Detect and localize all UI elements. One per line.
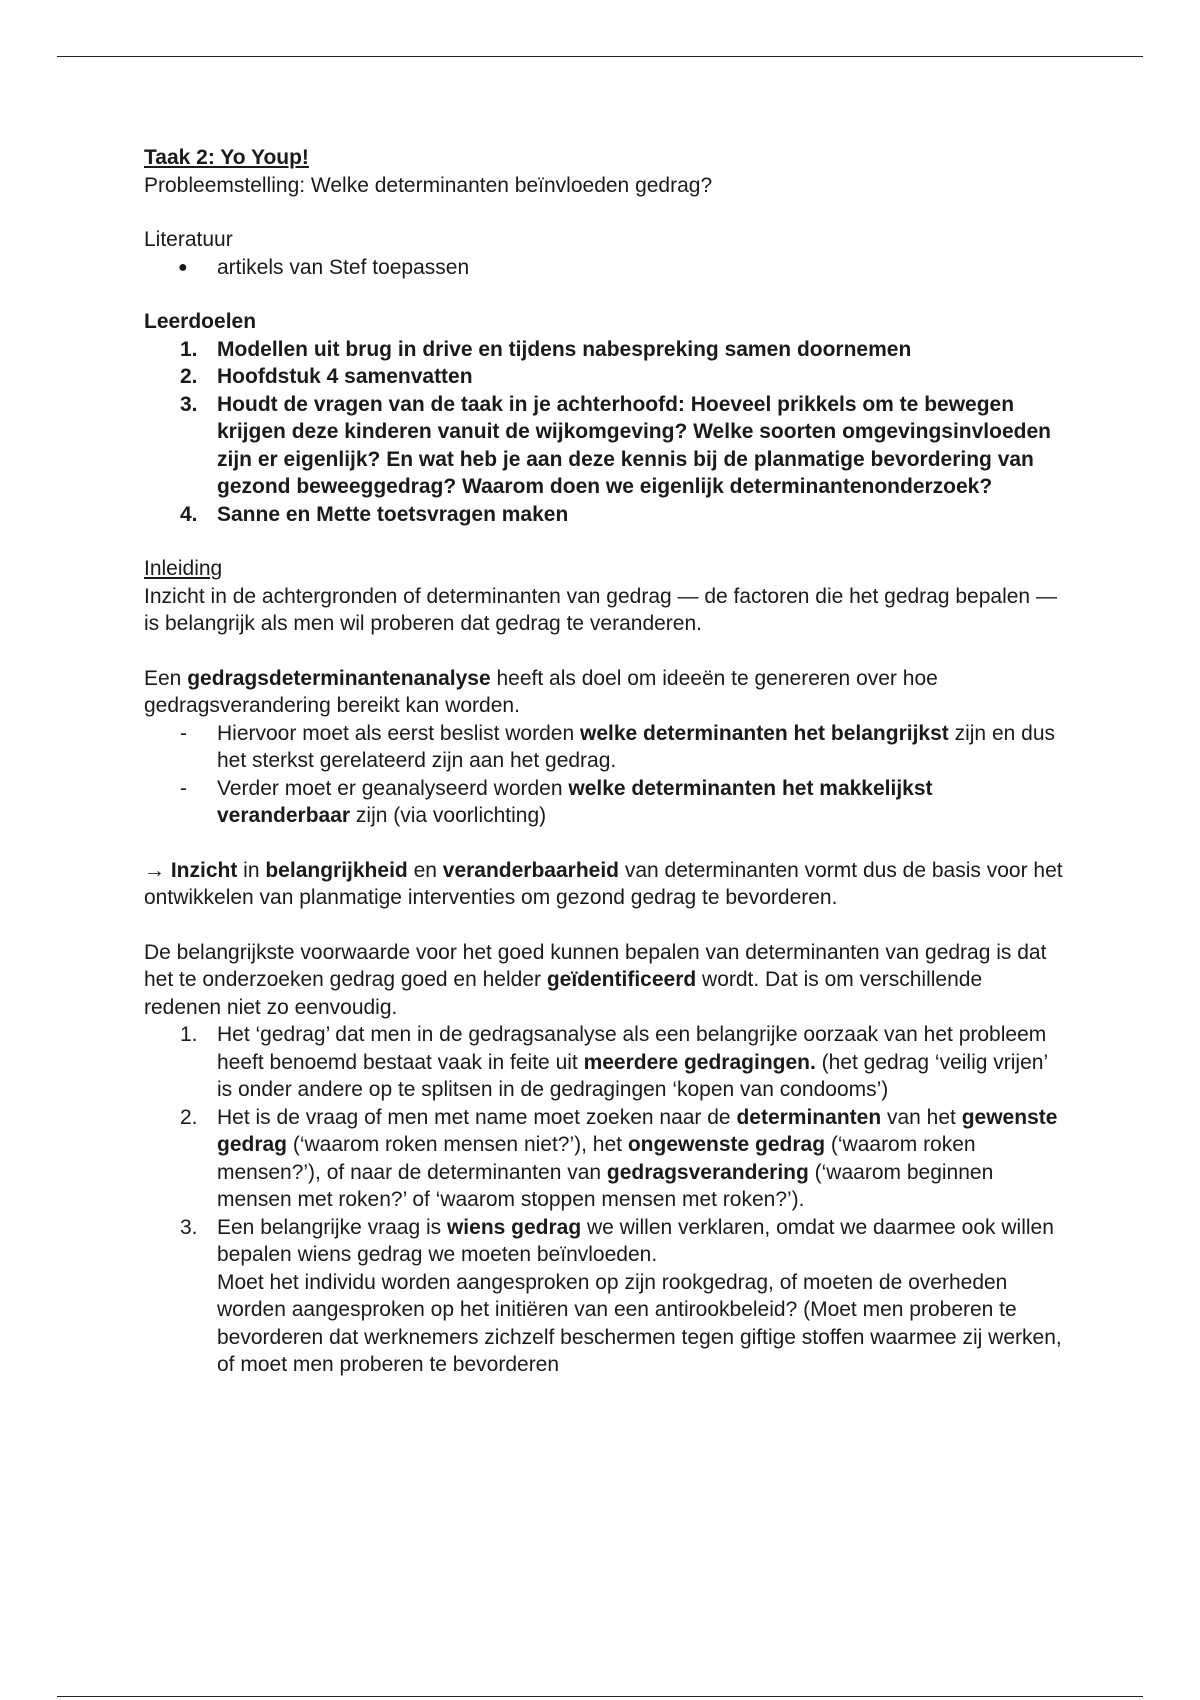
list-item: - Hiervoor moet als eerst beslist worden welke determinanten het belangrijkst zijn en dus het sterkst gerelateerd zijn aan het gedrag. [180,721,1055,772]
list-item: 4. Sanne en Mette toetsvragen maken [180,502,569,526]
reasons-list [144,1021,1064,1379]
document-page [144,144,1064,1379]
paragraph: De belangrijkste voorwaarde voor het goed kunnen bepalen van determinanten van gedrag is dat het te onderzoeken gedrag goed en helder geïdentificeerd wordt. Dat is om verschillende redenen niet zo eenvoudig. [144,940,1047,1019]
paragraph: Een gedragsdeterminantenanalyse heeft als doel om ideeën te genereren over hoe gedragsverandering bereikt kan worden. [144,666,938,717]
list-item: 1. Het ‘gedrag’ dat men in de gedragsanalyse als een belangrijke oorzaak van het probleem heeft benoemd bestaat vaak in feite uit meerdere gedragingen. (het gedrag ‘veilig vrijen’ is onder andere op te splitsen in de gedragingen ‘kopen van condooms’) [180,1023,1048,1101]
document-title: Taak 2: Yo Youp! [144,146,309,169]
list-item: 3. Een belangrijke vraag is wiens gedrag we willen verklaren, omdat we daarmee ook willen bepalen wiens gedrag we moeten beïnvloeden. Moet het individu worden aangesproken op zijn rookgedrag, of moeten de overheden worden aangesproken op het initiëren van een antirookbeleid? (Moet men proberen te bevorderen dat werknemers zichzelf beschermen tegen giftige stoffen waarmee zij werken, of moet men proberen te bevorderen [180,1215,1062,1376]
literatuur-heading: Literatuur [144,228,233,251]
list-item: - Verder moet er geanalyseerd worden welke determinanten het makkelijkst veranderbaar zijn (via voorlichting) [180,776,933,827]
list-item: 3. Houdt de vragen van de taak in je achterhoofd: Hoeveel prikkels om te bewegen krijgen deze kinderen vanuit de wijkomgeving? Welke soorten omgevingsinvloeden zijn er eigenlijk? En wat heb je aan deze kennis bij de planmatige bevordering van gezond beweeggedrag? Waarom doen we eigenlijk determinantenonderzoek? [180,392,1051,498]
leerdoelen-heading: Leerdoelen [144,310,257,333]
top-rule [57,56,1143,57]
paragraph: → Inzicht in belangrijkheid en veranderbaarheid van determinanten vormt dus de basis voor het ontwikkelen van planmatige interventies om gezond gedrag te bevorderen. [144,858,1063,909]
leerdoelen-list [144,336,1064,529]
list-item: 2. Hoofdstuk 4 samenvatten [180,365,473,388]
inleiding-heading: Inleiding [144,557,223,580]
list-item: 2. Het is de vraag of men met name moet zoeken naar de determinanten van het gewenste gedrag (‘waarom roken mensen niet?’), het ongewenste gedrag (‘waarom roken mensen?’), of naar de determinanten van gedragsverandering (‘waarom beginnen mensen met roken?’ of ‘waarom stoppen mensen met roken?’). [180,1105,1058,1211]
paragraph: Inzicht in de achtergronden of determinanten van gedrag — de factoren die het gedrag bepalen — is belangrijk als men wil proberen dat gedrag te veranderen. [144,584,1057,635]
arrow-icon: → [144,858,165,882]
bottom-rule [57,1696,1143,1697]
literatuur-list [144,254,1064,282]
problem-statement: Probleemstelling: Welke determinanten beïnvloeden gedrag? [144,173,713,197]
bullet-icon: ● [178,258,188,276]
list-item: 1. Modellen uit brug in drive en tijdens nabespreking samen doornemen [180,337,912,361]
dash-list [144,720,1064,830]
list-item: ● artikels van Stef toepassen [144,254,1064,282]
